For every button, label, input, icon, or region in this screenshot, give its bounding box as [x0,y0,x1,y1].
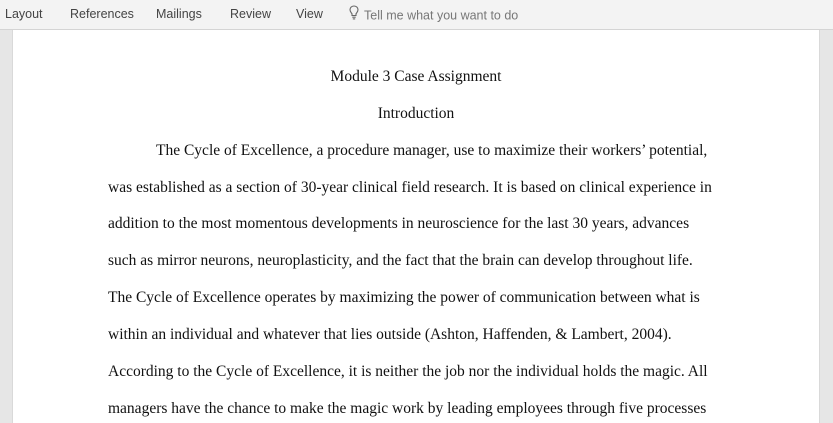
paragraph-line: addition to the most momentous developments in neuroscience for the last 30 years, advances [108,215,690,232]
tab-view[interactable]: View [296,7,323,21]
paragraph-line: According to the Cycle of Excellence, it is neither the job nor the individual holds the magic. All [108,363,708,380]
paragraph-line: managers have the chance to make the magic work by leading employees through five processes [108,400,707,417]
document-canvas [0,30,833,423]
paragraph-line: was established as a section of 30-year clinical field research. It is based on clinical experience in [108,179,712,196]
tell-me-label: Tell me what you want to do [364,8,519,23]
paragraph-line: within an individual and whatever that lies outside (Ashton, Haffenden, & Lambert, 2004). [108,326,672,343]
ribbon-tab-bar [0,0,833,30]
document-title: Module 3 Case Assignment [330,68,502,85]
paragraph-line: The Cycle of Excellence operates by maximizing the power of communication between what is [108,289,700,306]
tab-references[interactable]: References [70,7,134,21]
tab-layout[interactable]: Layout [5,7,43,21]
paragraph-line: The Cycle of Excellence, a procedure manager, use to maximize their workers’ potential, [156,142,708,159]
paragraph-line: such as mirror neurons, neuroplasticity, and the fact that the brain can develop throughout life. [108,252,693,269]
document-heading: Introduction [377,105,455,122]
tell-me-search[interactable] [349,7,518,25]
tab-mailings[interactable]: Mailings [156,7,202,21]
document-page[interactable] [12,30,820,423]
lightbulb-icon [349,5,359,23]
tab-review[interactable]: Review [230,7,271,21]
